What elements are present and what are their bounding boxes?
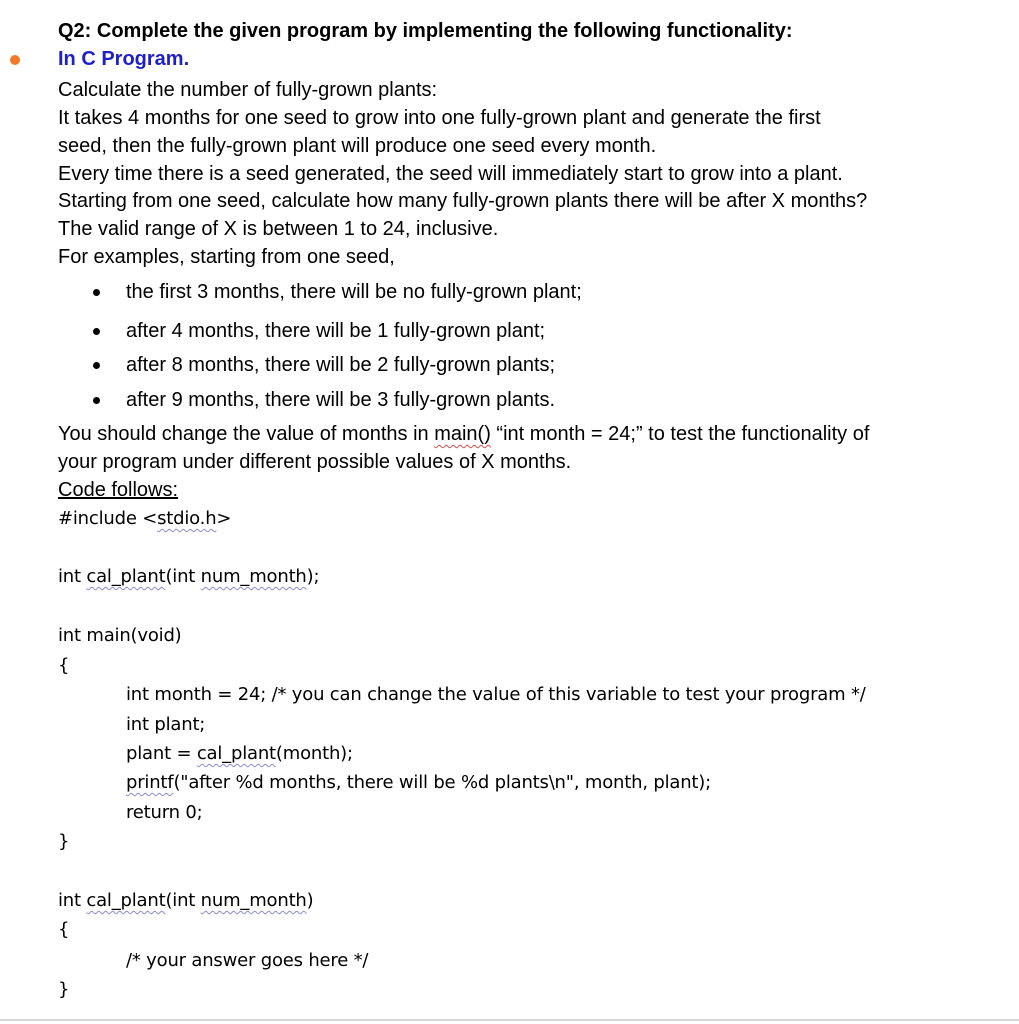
code-main-signature: int main(void) bbox=[58, 625, 182, 646]
code-body-line: printf("after %d months, there will be %d plants\n", month, plant); bbox=[126, 772, 711, 793]
question-subtitle: In C Program. bbox=[58, 48, 190, 70]
paragraph-line: Calculate the number of fully-grown plants: bbox=[58, 79, 438, 101]
paragraph-line: seed, then the fully-grown plant will produce one seed every month. bbox=[58, 135, 657, 157]
bullet-dot bbox=[93, 397, 100, 404]
paragraph-line: Starting from one seed, calculate how many fully-grown plants there will be after X months? bbox=[58, 190, 868, 212]
code-open-brace: { bbox=[58, 655, 70, 676]
code-include-line: #include <stdio.h> bbox=[58, 508, 232, 529]
bullet-item: after 8 months, there will be 2 fully-grown plants; bbox=[126, 354, 556, 376]
code-close-brace: } bbox=[58, 979, 70, 1000]
bullet-item: the first 3 months, there will be no fully-grown plant; bbox=[126, 281, 582, 303]
change-instruction-line: You should change the value of months in main() “int month = 24;” to test the functionality of bbox=[58, 423, 870, 445]
code-definition-line: int cal_plant(int num_month) bbox=[58, 890, 314, 911]
paragraph-line: The valid range of X is between 1 to 24, inclusive. bbox=[58, 218, 499, 240]
code-body-line: int plant; bbox=[126, 714, 206, 735]
paragraph-line: For examples, starting from one seed, bbox=[58, 246, 395, 268]
change-instruction-line: your program under different possible values of X months. bbox=[58, 451, 572, 473]
code-prototype-line: int cal_plant(int num_month); bbox=[58, 566, 320, 587]
code-body-line: plant = cal_plant(month); bbox=[126, 743, 353, 764]
bullet-dot bbox=[93, 362, 100, 369]
code-body-line: int month = 24; /* you can change the value of this variable to test your program */ bbox=[126, 684, 866, 705]
list-marker-dot bbox=[10, 55, 20, 65]
code-answer-comment: /* your answer goes here */ bbox=[126, 950, 369, 971]
bullet-dot bbox=[93, 328, 100, 335]
code-open-brace: { bbox=[58, 919, 70, 940]
code-body-line: return 0; bbox=[126, 802, 203, 823]
question-title: Q2: Complete the given program by implementing the following functionality: bbox=[58, 20, 793, 42]
main-function-reference: main() bbox=[434, 423, 491, 445]
page-bottom-divider bbox=[0, 1019, 1019, 1021]
bullet-dot bbox=[93, 289, 100, 296]
bullet-item: after 4 months, there will be 1 fully-grown plant; bbox=[126, 320, 546, 342]
code-follows-heading: Code follows: bbox=[58, 479, 179, 501]
code-close-brace: } bbox=[58, 831, 70, 852]
bullet-item: after 9 months, there will be 3 fully-grown plants. bbox=[126, 389, 556, 411]
paragraph-line: Every time there is a seed generated, the seed will immediately start to grow into a plant. bbox=[58, 163, 843, 185]
paragraph-line: It takes 4 months for one seed to grow into one fully-grown plant and generate the first bbox=[58, 107, 821, 129]
